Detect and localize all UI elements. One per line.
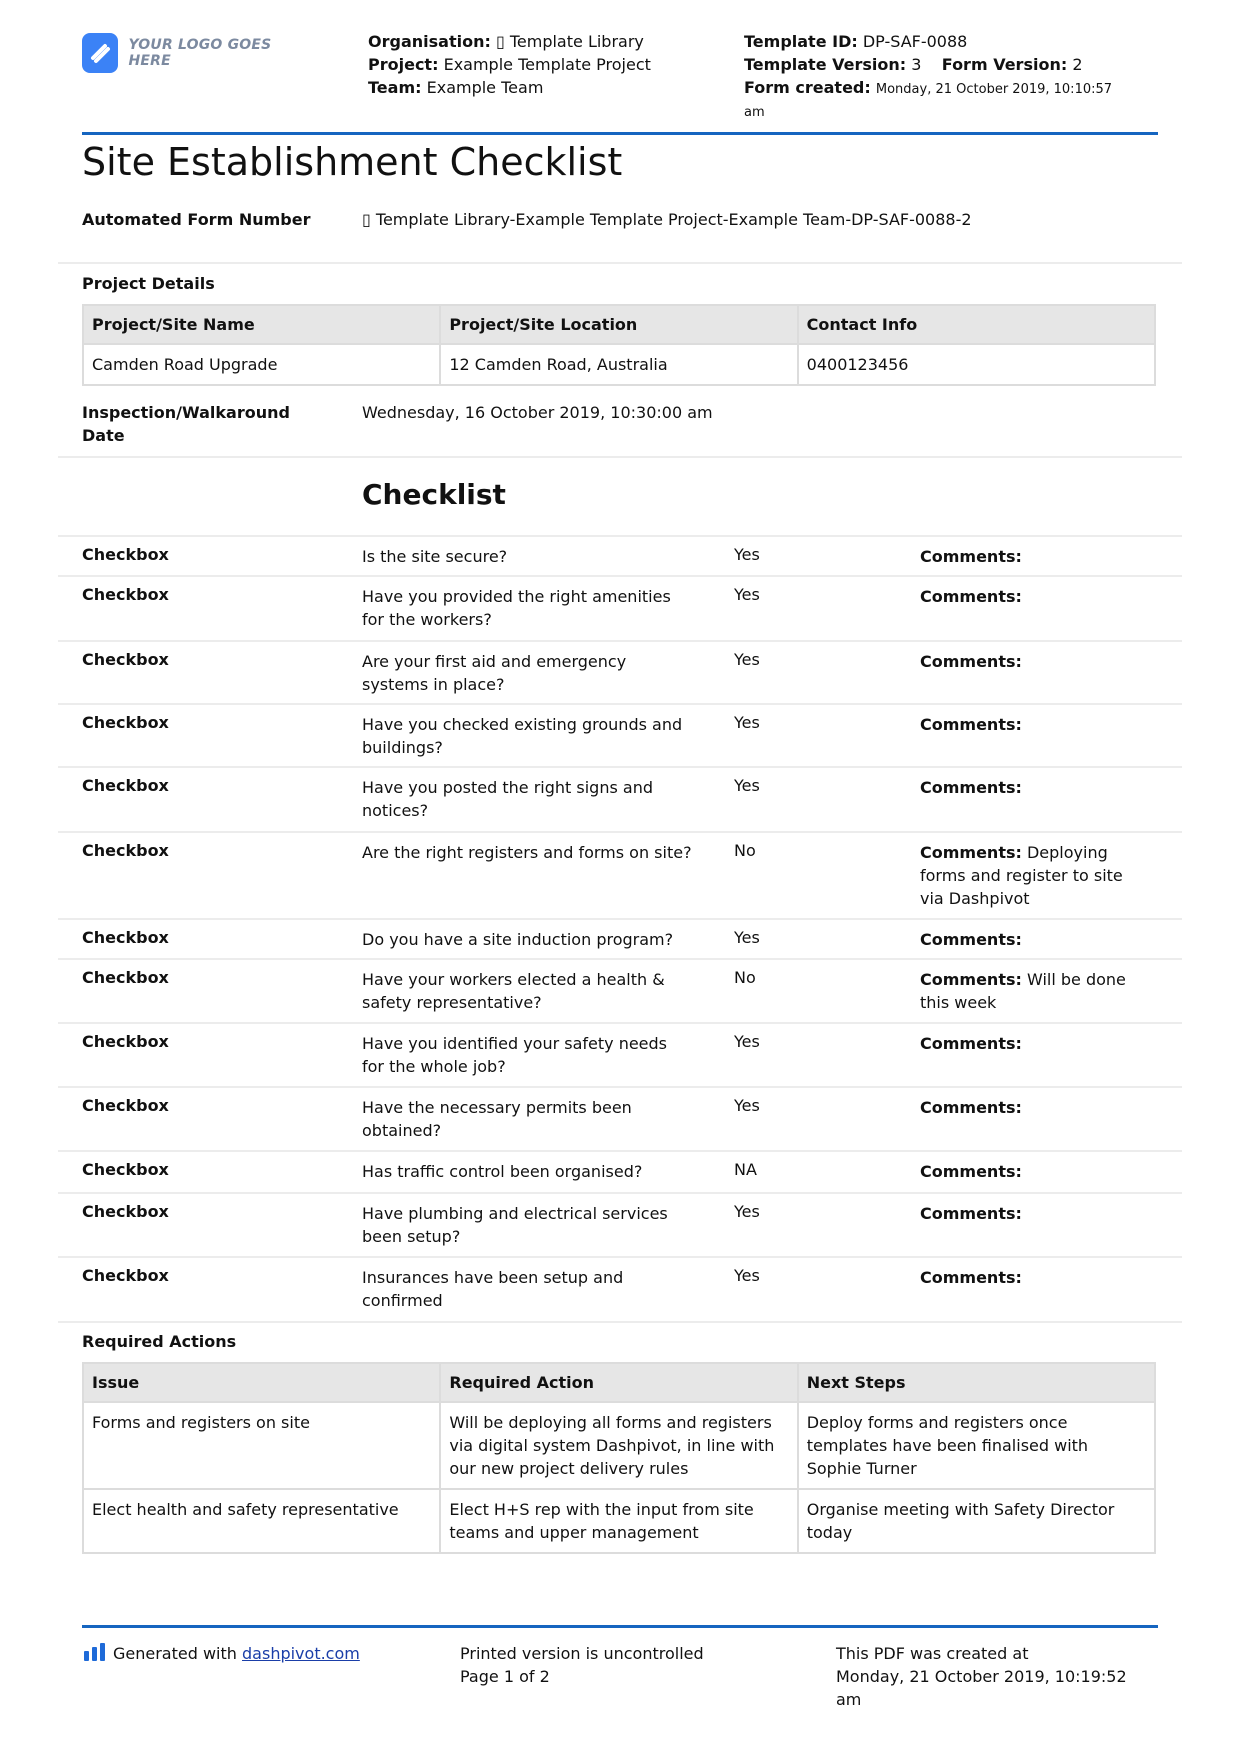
next-steps-cell: Deploy forms and registers once templates have been finalised with Sophie Turner [798, 1402, 1155, 1489]
header-org-block [368, 30, 708, 99]
checklist-type: Checkbox [82, 585, 169, 604]
comments-label: Comments: [920, 547, 1022, 566]
checklist-answer: No [734, 968, 756, 987]
project-value: Example Template Project [443, 55, 651, 74]
checklist-type: Checkbox [82, 1032, 169, 1051]
checklist-comment [920, 841, 1140, 910]
logo [82, 32, 302, 74]
comments-label: Comments: [920, 970, 1022, 989]
checklist-answer: Yes [734, 1096, 760, 1115]
logo-text: YOUR LOGO GOES HERE [128, 37, 272, 69]
checklist-comment [920, 1266, 1140, 1289]
form-created-value: Monday, 21 October 2019, 10:10:57 [875, 82, 1113, 97]
column-header: Issue [83, 1363, 440, 1402]
footer-controlled [460, 1642, 760, 1688]
checklist-comment [920, 1032, 1140, 1055]
contact-info-cell: 0400123456 [798, 344, 1155, 385]
organisation-label: Organisation: [368, 32, 491, 51]
checklist-answer: Yes [734, 713, 760, 732]
generated-prefix: Generated with [113, 1644, 237, 1663]
uncontrolled-note: Printed version is uncontrolled [460, 1644, 704, 1663]
page-title: Site Establishment Checklist [82, 140, 623, 184]
checklist-answer: Yes [734, 1202, 760, 1221]
automated-form-label: Automated Form Number [82, 210, 311, 229]
form-version-value: 2 [1072, 55, 1083, 74]
checklist-row [58, 640, 1182, 704]
checklist-question: Have you identified your safety needs for the whole job? [362, 1034, 668, 1076]
inspection-date-value: Wednesday, 16 October 2019, 10:30:00 am [362, 403, 713, 422]
comments-label: Comments: [920, 843, 1022, 862]
checklist-row [58, 535, 1182, 575]
checklist-comment [920, 776, 1140, 799]
checklist-row [58, 958, 1182, 1023]
checklist-question: Have you posted the right signs and notices? [362, 778, 653, 820]
automated-form-value: ▯ Template Library-Example Template Project-Example Team-DP-SAF-0088-2 [362, 210, 972, 229]
checklist-answer: Yes [734, 650, 760, 669]
checklist-question: Has traffic control been organised? [362, 1162, 643, 1181]
form-created-label: Form created: [744, 78, 871, 97]
checklist-question: Have the necessary permits been obtained? [362, 1098, 632, 1140]
comments-label: Comments: [920, 930, 1022, 949]
checklist-question: Have you provided the right amenities for the workers? [362, 587, 671, 629]
checklist-answer: Yes [734, 1266, 760, 1285]
comments-label: Comments: [920, 1268, 1022, 1287]
checklist-type: Checkbox [82, 1202, 169, 1221]
footer-generated [84, 1642, 424, 1665]
checklist-type: Checkbox [82, 968, 169, 987]
dashpivot-bars-icon [84, 1643, 105, 1661]
comment-text: Deploying forms and register to site via Dashpivot [920, 843, 1123, 908]
comment-text: Will be done this week [920, 970, 1126, 1012]
comments-label: Comments: [920, 587, 1022, 606]
checklist-comment [920, 928, 1140, 951]
checklist-question: Have your workers elected a health & safety representative? [362, 970, 665, 1012]
comments-label: Comments: [920, 1204, 1022, 1223]
page-number: Page 1 of 2 [460, 1667, 550, 1686]
checklist-comment [920, 1202, 1140, 1225]
checklist-question: Are the right registers and forms on site? [362, 843, 692, 862]
table-header-row [83, 1363, 1155, 1402]
form-created-value-cont: am [744, 105, 765, 120]
checklist-heading: Checklist [362, 478, 506, 511]
column-header: Required Action [440, 1363, 797, 1402]
required-action-cell: Will be deploying all forms and registers via digital system Dashpivot, in line with our new project delivery rules [440, 1402, 797, 1489]
project-label: Project: [368, 55, 439, 74]
checklist-row [58, 703, 1182, 767]
comments-label: Comments: [920, 652, 1022, 671]
template-version-label: Template Version: [744, 55, 907, 74]
checklist-answer: Yes [734, 585, 760, 604]
checklist-comment [920, 650, 1140, 673]
comments-label: Comments: [920, 1098, 1022, 1117]
checklist-comment [920, 1160, 1140, 1183]
checklist-row [58, 766, 1182, 831]
table-row [83, 1402, 1155, 1489]
issue-cell: Elect health and safety representative [83, 1489, 440, 1553]
comments-label: Comments: [920, 1034, 1022, 1053]
inspection-date-label: Inspection/Walkaround Date [82, 403, 290, 445]
checklist-answer: Yes [734, 928, 760, 947]
team-label: Team: [368, 78, 422, 97]
checklist-row [58, 1150, 1182, 1192]
table-row [83, 344, 1155, 385]
header-divider [82, 132, 1158, 135]
checklist-answer: NA [734, 1160, 757, 1179]
table-row [83, 1489, 1155, 1553]
checklist-row [58, 918, 1182, 958]
checklist-row [58, 1022, 1182, 1087]
checklist-row [58, 1192, 1182, 1257]
column-header: Next Steps [798, 1363, 1155, 1402]
logo-mark-icon [82, 33, 118, 73]
separator [58, 456, 1182, 458]
checklist-question: Insurances have been setup and confirmed [362, 1268, 624, 1310]
required-actions-table [82, 1362, 1156, 1554]
checklist-type: Checkbox [82, 1096, 169, 1115]
checklist-type: Checkbox [82, 928, 169, 947]
column-header: Project/Site Location [440, 305, 797, 344]
template-id-value: DP-SAF-0088 [862, 32, 968, 51]
footer-divider [82, 1625, 1158, 1628]
issue-cell: Forms and registers on site [83, 1402, 440, 1489]
comments-label: Comments: [920, 1162, 1022, 1181]
column-header: Contact Info [798, 305, 1155, 344]
checklist-type: Checkbox [82, 713, 169, 732]
site-name-cell: Camden Road Upgrade [83, 344, 440, 385]
template-id-label: Template ID: [744, 32, 858, 51]
checklist-type: Checkbox [82, 545, 169, 564]
footer-created [836, 1642, 1156, 1711]
site-location-cell: 12 Camden Road, Australia [440, 344, 797, 385]
dashpivot-link[interactable]: dashpivot.com [242, 1644, 360, 1663]
checklist-type: Checkbox [82, 650, 169, 669]
column-header: Project/Site Name [83, 305, 440, 344]
checklist-row [58, 575, 1182, 640]
pdf-created-value: Monday, 21 October 2019, 10:19:52 am [836, 1667, 1127, 1709]
checklist-row [58, 831, 1182, 919]
header-template-block [744, 30, 1154, 124]
next-steps-cell: Organise meeting with Safety Director today [798, 1489, 1155, 1553]
organisation-value: ▯ Template Library [495, 32, 644, 51]
checklist-question: Are your first aid and emergency systems in place? [362, 652, 627, 694]
checklist-question: Do you have a site induction program? [362, 930, 674, 949]
checklist-answer: Yes [734, 1032, 760, 1051]
checklist-type: Checkbox [82, 841, 169, 860]
checklist-type: Checkbox [82, 776, 169, 795]
pdf-created-label: This PDF was created at [836, 1644, 1029, 1663]
separator [58, 262, 1182, 264]
checklist-type: Checkbox [82, 1266, 169, 1285]
checklist-comment [920, 1096, 1140, 1119]
required-action-cell: Elect H+S rep with the input from site teams and upper management [440, 1489, 797, 1553]
checklist-question: Have plumbing and electrical services been setup? [362, 1204, 668, 1246]
checklist-answer: No [734, 841, 756, 860]
checklist-answer: Yes [734, 545, 760, 564]
checklist-comment [920, 585, 1140, 608]
checklist-question: Have you checked existing grounds and buildings? [362, 715, 683, 757]
checklist-row [58, 1256, 1182, 1323]
comments-label: Comments: [920, 715, 1022, 734]
checklist-comment [920, 968, 1140, 1014]
checklist-question: Is the site secure? [362, 547, 508, 566]
checklist-row [58, 1086, 1182, 1151]
required-actions-heading: Required Actions [82, 1332, 237, 1351]
form-version-label: Form Version: [941, 55, 1068, 74]
table-header-row [83, 305, 1155, 344]
project-details-table [82, 304, 1156, 386]
checklist-comment [920, 713, 1140, 736]
template-version-value: 3 [911, 55, 922, 74]
comments-label: Comments: [920, 778, 1022, 797]
project-details-heading: Project Details [82, 274, 215, 293]
checklist-type: Checkbox [82, 1160, 169, 1179]
checklist-comment [920, 545, 1140, 568]
checklist-answer: Yes [734, 776, 760, 795]
team-value: Example Team [426, 78, 544, 97]
